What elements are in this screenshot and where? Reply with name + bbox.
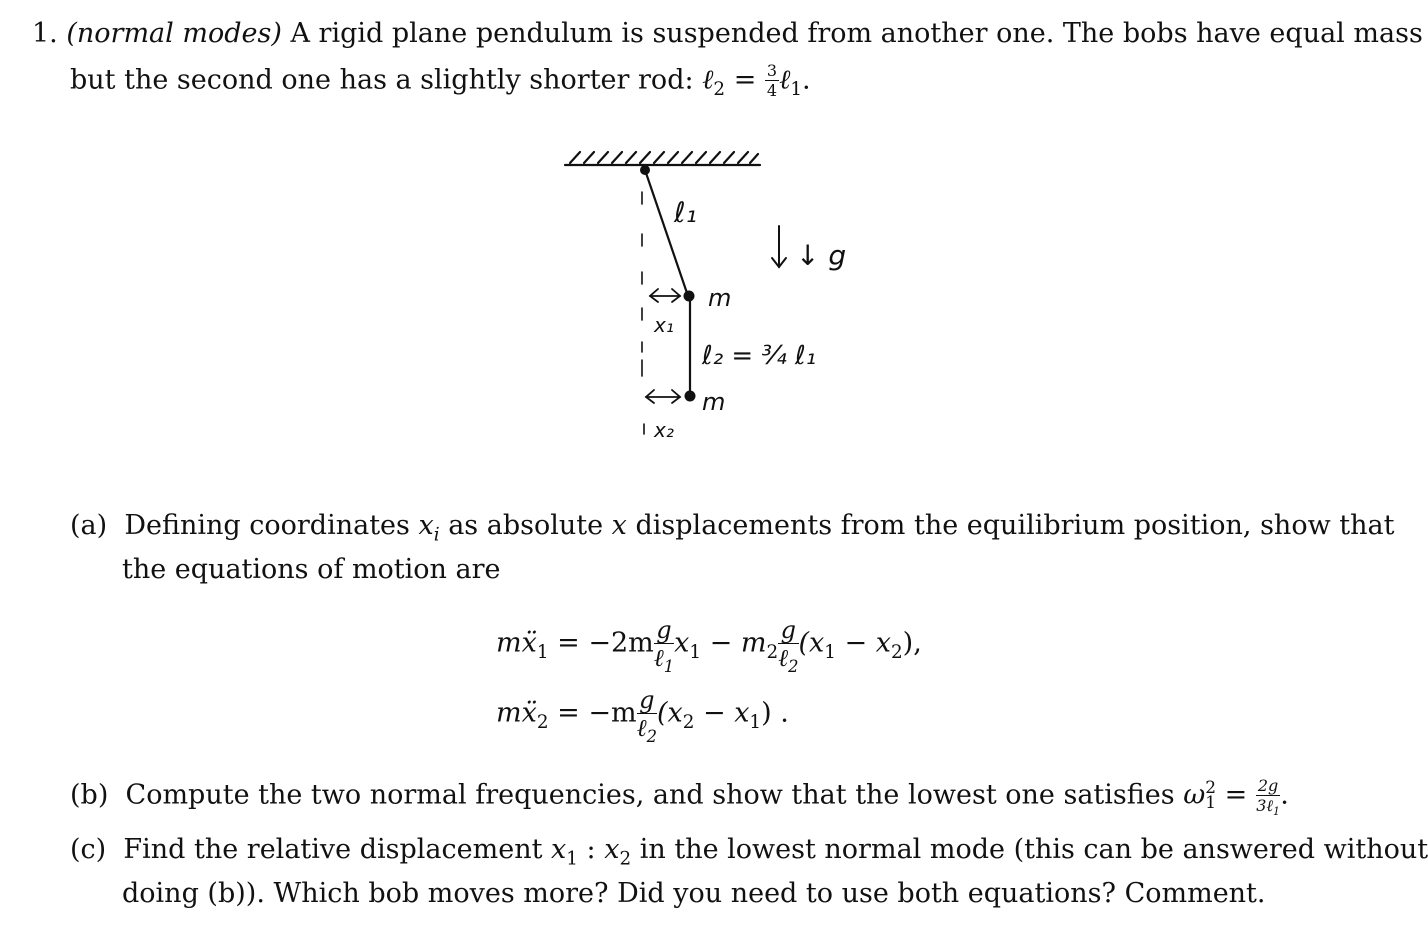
part-b-frac-num: 2g	[1257, 776, 1279, 795]
intro-l2: ℓ	[702, 64, 714, 96]
eq1-lhs: mẍ	[496, 627, 537, 659]
part-b-frac-den-l: 3ℓ	[1256, 796, 1274, 815]
eq2-rhs-b-sub1: 2	[682, 711, 695, 733]
part-c-x2-sub: 2	[619, 848, 632, 870]
part-c-line2	[122, 880, 1266, 907]
label-l1: ℓ₁	[674, 196, 697, 229]
intro-end: .	[802, 64, 811, 96]
eq1-frac1-den-sub: 1	[663, 656, 675, 676]
rod-1	[645, 170, 688, 296]
eq2-rhs-b-mid: − x	[694, 697, 750, 729]
ceiling-hatch	[570, 152, 758, 163]
eq2-frac-num: g	[637, 688, 657, 714]
eq2-fraction	[636, 686, 657, 746]
part-b-end: .	[1280, 779, 1289, 811]
eq1-rhs-c: − m	[701, 627, 767, 659]
part-b-omega-sub: 1	[1205, 793, 1217, 813]
eq1-lhs-sub: 1	[536, 641, 549, 663]
intro-l2-sub: 2	[713, 78, 726, 100]
part-c-text2: in the lowest normal mode (this can be answered without	[639, 834, 1428, 865]
problem-intro-text: A rigid plane pendulum is suspended from another one. The bobs have equal mass	[290, 18, 1423, 49]
equilibrium-dashed-line	[642, 192, 644, 434]
eq1-frac1-den-l: ℓ	[653, 644, 664, 672]
part-b-label: (b)	[70, 779, 109, 811]
eq2-frac-den-l: ℓ	[636, 714, 647, 742]
eq1-frac2-den-sub: 2	[788, 656, 799, 676]
part-b-eq: =	[1224, 779, 1248, 811]
part-a-text4: the equations of motion are	[122, 554, 501, 585]
eq1-fraction-2	[778, 616, 799, 676]
eq1-frac1-den	[653, 644, 675, 676]
eq1-frac2-den-l: ℓ	[778, 644, 789, 672]
intro-fraction	[765, 63, 779, 99]
part-b-omega: ω	[1183, 779, 1206, 811]
label-l2-eq: ℓ₂ = ¾ ℓ₁	[702, 341, 817, 371]
pivot-dot	[640, 165, 650, 175]
gravity-arrow	[772, 226, 786, 267]
eq1-frac2-num: g	[778, 618, 798, 644]
eq1-rhs-d-mid: − x	[835, 627, 891, 659]
eq2-rhs-b-sub2: 1	[749, 711, 762, 733]
eq2-lhs-sub: 2	[536, 711, 549, 733]
part-c-line1	[70, 834, 1428, 870]
part-a-text3: displacements from the equilibrium position, show that	[635, 510, 1395, 541]
label-x1: x₁	[654, 313, 674, 337]
part-b-text: Compute the two normal frequencies, and show that the lowest one satisfies	[125, 779, 1175, 811]
intro-frac-den: 4	[766, 81, 778, 100]
part-a-line2	[122, 556, 501, 583]
label-gravity: ↓ g	[796, 239, 847, 272]
eq1-frac2-den	[778, 644, 799, 676]
part-b-line	[70, 776, 1289, 819]
label-m2: m	[702, 388, 726, 416]
part-b-frac-den	[1256, 796, 1280, 819]
problem-intro-text2: but the second one has a slightly shorter rod:	[70, 64, 694, 96]
eq1-rhs-a: = −2m	[557, 627, 654, 659]
part-c-text1: Find the relative displacement	[123, 834, 543, 865]
eq1-rhs-b: x	[674, 627, 690, 659]
problem-topic: (normal modes)	[66, 18, 282, 49]
eq2-rhs-b: (x	[656, 697, 683, 729]
eq1-rhs-d-sub2: 2	[890, 641, 903, 663]
intro-l1-sub: 1	[790, 78, 803, 100]
part-b-frac-den-sub: 1	[1273, 805, 1280, 819]
eq1-rhs-d: (x	[798, 627, 825, 659]
equation-1	[496, 616, 922, 676]
part-b-fraction	[1256, 776, 1280, 819]
eq1-rhs-c-sub: 2	[766, 641, 779, 663]
pendulum-diagram	[550, 130, 850, 450]
eq2-lhs: mẍ	[496, 697, 537, 729]
part-c-x2: x	[604, 834, 620, 865]
eq2-rhs-b-end: ) .	[761, 697, 789, 729]
part-c-x1: x	[551, 834, 567, 865]
eq1-rhs-d-end: ),	[902, 627, 922, 659]
eq1-frac1-num: g	[654, 618, 674, 644]
problem-intro-line2	[70, 63, 811, 99]
part-a-xi: x	[418, 510, 434, 541]
equation-2	[496, 686, 789, 746]
eq1-rhs-b-sub: 1	[689, 641, 702, 663]
intro-eq: =	[733, 64, 757, 96]
x1-double-arrow	[650, 289, 680, 302]
eq1-rhs-d-sub1: 1	[824, 641, 836, 663]
intro-l1: ℓ	[779, 64, 791, 96]
part-a-xi-sub: i	[433, 524, 440, 546]
bob-2	[685, 391, 696, 402]
eq2-frac-den	[636, 714, 657, 746]
part-c-label: (c)	[70, 834, 107, 865]
bob-1	[684, 291, 695, 302]
part-a-label: (a)	[70, 510, 108, 541]
label-x2: x₂	[654, 418, 674, 442]
eq2-rhs-a: = −m	[557, 697, 637, 729]
part-a-text2: as absolute	[448, 510, 604, 541]
eq2-frac-den-sub: 2	[646, 726, 657, 746]
label-m1: m	[708, 284, 732, 312]
part-a-x: x	[611, 510, 627, 541]
problem-intro-line1	[32, 20, 1423, 47]
part-c-x1-sub: 1	[566, 848, 578, 870]
x2-double-arrow	[646, 390, 680, 403]
problem-number: 1.	[32, 18, 58, 49]
part-b-omega-sup: 2	[1205, 777, 1217, 798]
part-a-line1	[70, 510, 1395, 546]
part-c-colon: :	[577, 834, 605, 865]
eq1-fraction-1	[653, 616, 675, 676]
part-c-text3: doing (b)). Which bob moves more? Did you need to use both equations? Comment.	[122, 878, 1266, 909]
part-a-text1: Defining coordinates	[124, 510, 410, 541]
intro-frac-num: 3	[766, 61, 778, 80]
